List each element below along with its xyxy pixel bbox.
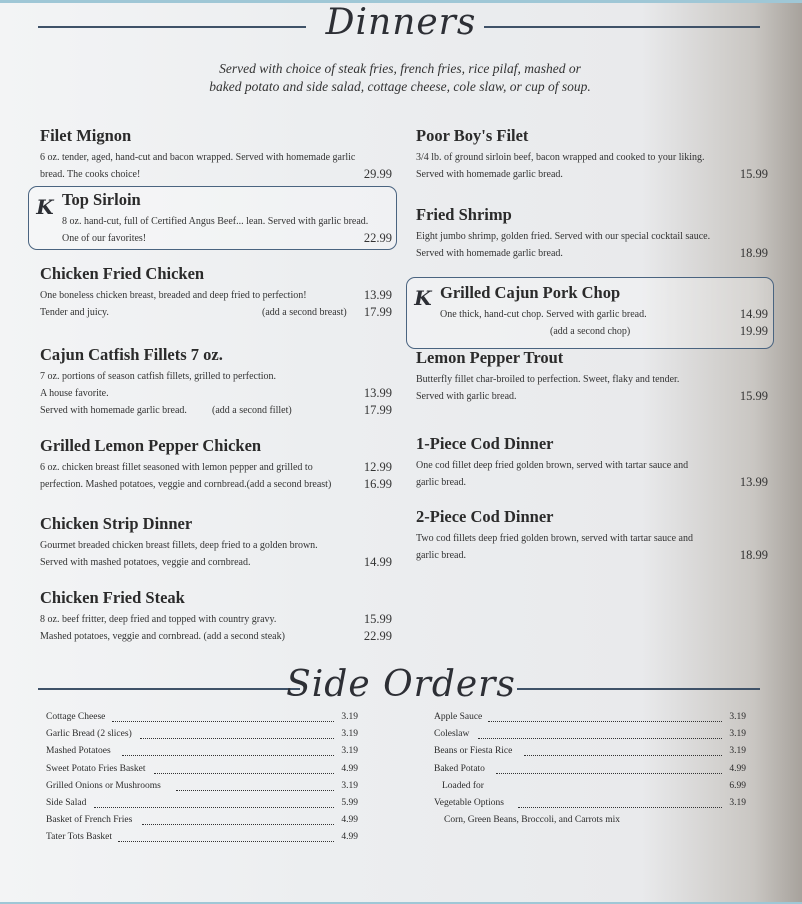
item-desc-row (416, 547, 768, 564)
item-desc: A house favorite. (40, 388, 109, 399)
side-price: 3.19 (341, 780, 358, 791)
leader-dots (154, 772, 334, 774)
side-price: 3.19 (729, 729, 746, 740)
item-desc: perfection. Mashed potatoes, veggie and cornbread.(add a second breast) (40, 479, 332, 490)
side-name: Sweet Potato Fries Basket (46, 763, 146, 774)
side-price: 5.99 (341, 797, 358, 808)
item-note: (add a second fillet) (212, 405, 292, 416)
leader-dots (122, 754, 334, 756)
menu-item-chicken-fried-chicken (40, 264, 392, 321)
heading-rule-right (484, 26, 760, 28)
side-row-2 (434, 743, 746, 760)
leader-dots (112, 720, 334, 722)
item-desc-row (416, 371, 768, 388)
menu-item-grilled-cajun-pork-chop (440, 283, 768, 338)
item-desc-row (416, 474, 768, 491)
item-desc-row (416, 166, 768, 183)
dinners-title: Dinners (325, 2, 477, 43)
item-desc: Eight jumbo shrimp, golden fried. Served with our special cocktail sauce. (416, 231, 711, 242)
veg-note-row (434, 812, 746, 829)
side-row-2 (46, 743, 358, 760)
side-name: Apple Sauce (434, 712, 483, 722)
side-row-6 (46, 812, 358, 829)
item-desc: One boneless chicken breast, breaded and deep fried to perfection! (40, 290, 307, 301)
item-note: (add a second breast) (262, 307, 347, 318)
item-desc: 6 oz. chicken breast fillet seasoned with lemon pepper and grilled to (40, 462, 313, 473)
item-price: 15.99 (739, 167, 768, 181)
heading-rule-right (517, 688, 760, 690)
side-row-4 (434, 778, 746, 795)
side-name: Tater Tots Basket (46, 832, 113, 843)
veg-options-note: Corn, Green Beans, Broccoli, and Carrots mix (444, 815, 620, 826)
side-name: Side Salad (46, 797, 87, 808)
side-orders-left-list (46, 709, 358, 847)
item-name: 1-Piece Cod Dinner (416, 434, 554, 453)
item-price: 29.99 (363, 167, 392, 181)
item-desc-row (40, 554, 392, 571)
side-price: 3.19 (341, 729, 358, 740)
menu-item-cajun-catfish (40, 345, 392, 419)
side-orders-heading (0, 664, 802, 714)
item-desc-row (40, 304, 392, 321)
leader-dots (176, 789, 334, 791)
item-desc-row (416, 388, 768, 405)
menu-item-chicken-fried-steak (40, 588, 392, 645)
item-desc: Served with homemade garlic bread. (416, 248, 563, 259)
item-desc: Mashed potatoes, veggie and cornbread. (add a second steak) (40, 631, 285, 642)
item-price: 14.99 (739, 307, 768, 321)
side-price: 6.99 (729, 780, 746, 791)
menu-item-grilled-lemon-pepper-chicken (40, 436, 392, 493)
item-price: 17.99 (363, 403, 392, 417)
item-price: 22.99 (363, 231, 392, 245)
item-desc: garlic bread. (416, 550, 466, 561)
side-row-5 (434, 795, 746, 812)
leader-dots (140, 737, 334, 739)
menu-item-chicken-strip-dinner (40, 514, 392, 571)
item-desc-row (62, 213, 392, 230)
item-desc: garlic bread. (416, 477, 466, 488)
item-price: 19.99 (739, 324, 768, 338)
item-price: 22.99 (363, 629, 392, 643)
item-desc: Served with homemade garlic bread. (40, 405, 187, 416)
item-price: 18.99 (739, 548, 768, 562)
item-price: 16.99 (363, 477, 392, 491)
intro-line-1: Served with choice of steak fries, french fries, rice pilaf, mashed or (219, 61, 581, 76)
leader-dots (478, 737, 722, 739)
item-desc-row (40, 287, 392, 304)
item-desc-row (40, 149, 392, 166)
side-row-3 (434, 761, 746, 778)
item-desc-row (40, 611, 392, 628)
item-price: 12.99 (363, 460, 392, 474)
item-desc: 8 oz. beef fritter, deep fried and topped with country gravy. (40, 614, 277, 625)
side-row-0 (46, 709, 358, 726)
item-desc-row (40, 368, 392, 385)
item-desc: Two cod fillets deep fried golden brown, served with tartar sauce and (416, 533, 693, 544)
side-row-1 (434, 726, 746, 743)
monogram-icon: K (414, 286, 432, 310)
side-row-0 (434, 709, 746, 726)
item-desc: Served with mashed potatoes, veggie and cornbread. (40, 557, 251, 568)
item-price: 13.99 (363, 386, 392, 400)
item-price: 14.99 (363, 555, 392, 569)
item-desc-row (40, 402, 392, 419)
menu-item-1-piece-cod (416, 434, 768, 491)
side-row-7 (46, 829, 358, 846)
monogram-icon: K (36, 195, 54, 219)
menu-item-filet-mignon (40, 126, 392, 183)
item-desc: One thick, hand-cut chop. Served with garlic bread. (440, 309, 647, 320)
side-name: Coleslaw (434, 729, 470, 740)
item-name: Chicken Fried Chicken (40, 264, 205, 283)
menu-item-lemon-pepper-trout (416, 348, 768, 405)
side-row-4 (46, 778, 358, 795)
item-desc-row (40, 628, 392, 645)
side-name: Mashed Potatoes (46, 746, 111, 757)
side-price: 3.19 (729, 797, 746, 808)
side-price: 4.99 (341, 815, 358, 826)
side-price: 4.99 (341, 763, 358, 774)
item-name: Top Sirloin (62, 190, 141, 209)
dinners-intro (100, 60, 700, 96)
item-name: Fried Shrimp (416, 205, 512, 224)
item-desc-row (40, 166, 392, 183)
item-desc: Served with garlic bread. (416, 391, 517, 402)
side-name: Basket of French Fries (46, 815, 133, 826)
side-name: Loaded for (442, 780, 484, 791)
item-desc: 6 oz. tender, aged, hand-cut and bacon wrapped. Served with homemade garlic (40, 152, 356, 163)
item-price: 13.99 (363, 288, 392, 302)
item-desc-row (416, 228, 768, 245)
side-price: 3.19 (729, 746, 746, 757)
menu-item-2-piece-cod (416, 507, 768, 564)
item-desc: One of our favorites! (62, 233, 147, 244)
item-desc: 8 oz. hand-cut, full of Certified Angus Beef... lean. Served with garlic bread. (62, 216, 369, 227)
item-desc-row (416, 530, 768, 547)
leader-dots (94, 806, 334, 808)
item-desc: 7 oz. portions of season catfish fillets, grilled to perfection. (40, 371, 277, 382)
item-name: 2-Piece Cod Dinner (416, 507, 554, 526)
side-row-3 (46, 761, 358, 778)
side-name: Vegetable Options (434, 797, 504, 808)
item-name: Lemon Pepper Trout (416, 348, 564, 367)
item-desc-row (440, 306, 768, 323)
dinners-heading (0, 2, 802, 52)
side-price: 3.19 (341, 746, 358, 757)
item-desc: Gourmet breaded chicken breast fillets, deep fried to a golden brown. (40, 540, 318, 551)
side-row-5 (46, 795, 358, 812)
item-price: 15.99 (363, 612, 392, 626)
leader-dots (118, 840, 334, 842)
side-price: 4.99 (729, 763, 746, 774)
item-desc: bread. The cooks choice! (40, 169, 141, 180)
item-price: 15.99 (739, 389, 768, 403)
item-desc: One cod fillet deep fried golden brown, served with tartar sauce and (416, 460, 689, 471)
intro-line-2: baked potato and side salad, cottage cheese, cole slaw, or cup of soup. (209, 79, 591, 94)
side-name: Beans or Fiesta Rice (434, 746, 513, 757)
leader-dots (524, 754, 722, 756)
item-name: Cajun Catfish Fillets 7 oz. (40, 345, 223, 364)
item-desc-row (62, 230, 392, 247)
item-desc-row (40, 459, 392, 476)
item-desc-row (416, 149, 768, 166)
item-price: 18.99 (739, 246, 768, 260)
item-price: 13.99 (739, 475, 768, 489)
item-name: Grilled Lemon Pepper Chicken (40, 436, 262, 455)
side-name: Baked Potato (434, 763, 485, 774)
item-desc: 3/4 lb. of ground sirloin beef, bacon wrapped and cooked to your liking. (416, 152, 705, 163)
item-price: 17.99 (363, 305, 392, 319)
item-name: Chicken Fried Steak (40, 588, 185, 607)
side-orders-title: Side Orders (286, 664, 516, 705)
menu-item-top-sirloin (62, 190, 392, 247)
side-name: Cottage Cheese (46, 712, 106, 722)
item-desc-row (40, 476, 392, 493)
leader-dots (488, 720, 722, 722)
side-orders-right-list (434, 709, 746, 829)
item-note: (add a second chop) (550, 326, 631, 337)
leader-dots (496, 772, 722, 774)
item-name: Poor Boy's Filet (416, 126, 529, 145)
side-name: Garlic Bread (2 slices) (46, 729, 132, 740)
item-desc: Butterfly fillet char-broiled to perfection. Sweet, flaky and tender. (416, 374, 680, 385)
side-row-1 (46, 726, 358, 743)
item-desc: Tender and juicy. (40, 307, 109, 318)
item-desc-row (40, 385, 392, 402)
item-name: Chicken Strip Dinner (40, 514, 193, 533)
item-desc-row (40, 537, 392, 554)
side-price: 3.19 (341, 712, 358, 722)
item-name: Grilled Cajun Pork Chop (440, 283, 621, 302)
menu-item-poor-boys-filet (416, 126, 768, 183)
item-name: Filet Mignon (40, 126, 132, 145)
menu-item-fried-shrimp (416, 205, 768, 262)
item-desc-row (416, 457, 768, 474)
item-desc-row (416, 245, 768, 262)
side-name: Grilled Onions or Mushrooms (46, 780, 161, 791)
item-desc: Served with homemade garlic bread. (416, 169, 563, 180)
side-price: 4.99 (341, 832, 358, 843)
side-price: 3.19 (729, 712, 746, 722)
leader-dots (518, 806, 722, 808)
leader-dots (142, 823, 334, 825)
